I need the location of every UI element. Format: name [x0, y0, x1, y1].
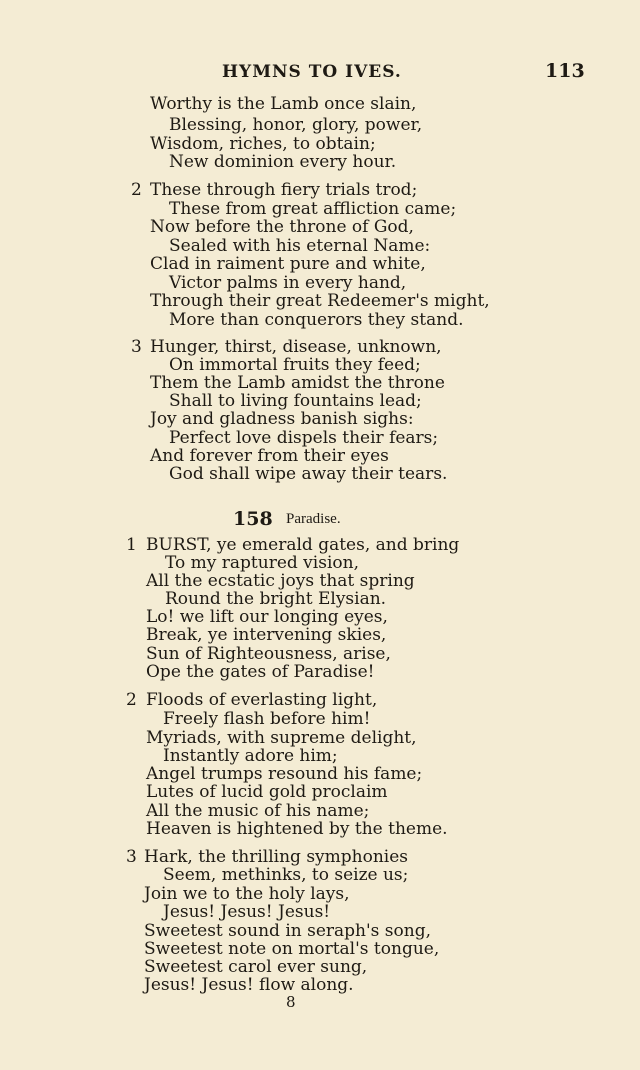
verse-line: Clad in raiment pure and white,	[150, 254, 426, 274]
verse-line: Perfect love dispels their fears;	[169, 428, 439, 448]
verse-line: Lo! we lift our longing eyes,	[146, 607, 388, 627]
hymn-heading	[0, 508, 640, 534]
verse-line: To my raptured vision,	[165, 553, 359, 573]
stanza-number: 2	[126, 690, 137, 710]
page-number: 113	[545, 60, 585, 82]
hymn-title: Paradise.	[286, 511, 341, 527]
verse-line: Shall to living fountains lead;	[169, 391, 422, 411]
verse-line: Sun of Righteousness, arise,	[146, 644, 391, 664]
verse-line: Victor palms in every hand,	[169, 273, 407, 293]
verse-line: Joy and gladness banish sighs:	[150, 409, 414, 429]
verse-line: Join we to the holy lays,	[144, 884, 350, 904]
stanza-number: 2	[131, 180, 142, 200]
verse-line: Through their great Redeemer's might,	[150, 291, 490, 311]
hymn-number: 158	[233, 508, 273, 530]
verse-line: Myriads, with supreme delight,	[146, 728, 417, 748]
verse-line: Sweetest carol ever sung,	[144, 957, 368, 977]
verse-line: Them the Lamb amidst the throne	[150, 373, 445, 393]
verse-line: Now before the throne of God,	[150, 217, 414, 237]
verse-line: Blessing, honor, glory, power,	[169, 115, 423, 135]
running-head	[0, 60, 640, 90]
verse-line: Heaven is hightened by the theme.	[146, 819, 448, 839]
verse-line: These through fiery trials trod;	[150, 180, 418, 200]
verse-line: Worthy is the Lamb once slain,	[150, 94, 417, 114]
verse-line: Seem, methinks, to seize us;	[163, 865, 409, 885]
verse-line: All the ecstatic joys that spring	[146, 571, 415, 591]
verse-line: More than conquerors they stand.	[169, 310, 464, 330]
stanza-number: 3	[131, 337, 142, 357]
verse-line: Hunger, thirst, disease, unknown,	[150, 337, 442, 357]
verse-line: Jesus! Jesus! flow along.	[144, 975, 354, 995]
verse-line: Ope the gates of Paradise!	[146, 662, 375, 682]
verse-line: Break, ye intervening skies,	[146, 625, 387, 645]
running-head-title: HYMNS TO IVES.	[222, 62, 402, 82]
verse-line: All the music of his name;	[146, 801, 370, 821]
verse-line: Angel trumps resound his fame;	[146, 764, 423, 784]
verse-line: Round the bright Elysian.	[165, 589, 387, 609]
verse-line: Hark, the thrilling symphonies	[144, 847, 409, 867]
verse-line: Floods of everlasting light,	[146, 690, 378, 710]
verse-line: New dominion every hour.	[169, 152, 397, 172]
signature-mark: 8	[286, 993, 296, 1011]
verse-line: And forever from their eyes	[150, 446, 389, 466]
verse-line: These from great affliction came;	[169, 199, 457, 219]
verse-line: Jesus! Jesus! Jesus!	[163, 902, 331, 922]
verse-line: Sweetest note on mortal's tongue,	[144, 939, 440, 959]
verse-line: God shall wipe away their tears.	[169, 464, 448, 484]
verse-line: Instantly adore him;	[163, 746, 338, 766]
verse-line: Freely flash before him!	[163, 709, 371, 729]
verse-line: Sealed with his eternal Name:	[169, 236, 431, 256]
verse-line: Sweetest sound in seraph's song,	[144, 921, 431, 941]
verse-line: Wisdom, riches, to obtain;	[150, 134, 376, 154]
stanza-number: 3	[126, 847, 137, 867]
verse-line: Lutes of lucid gold proclaim	[146, 782, 388, 802]
stanza-number: 1	[126, 535, 137, 555]
verse-line: BURST, ye emerald gates, and bring	[146, 535, 460, 555]
verse-line: On immortal fruits they feed;	[169, 355, 421, 375]
